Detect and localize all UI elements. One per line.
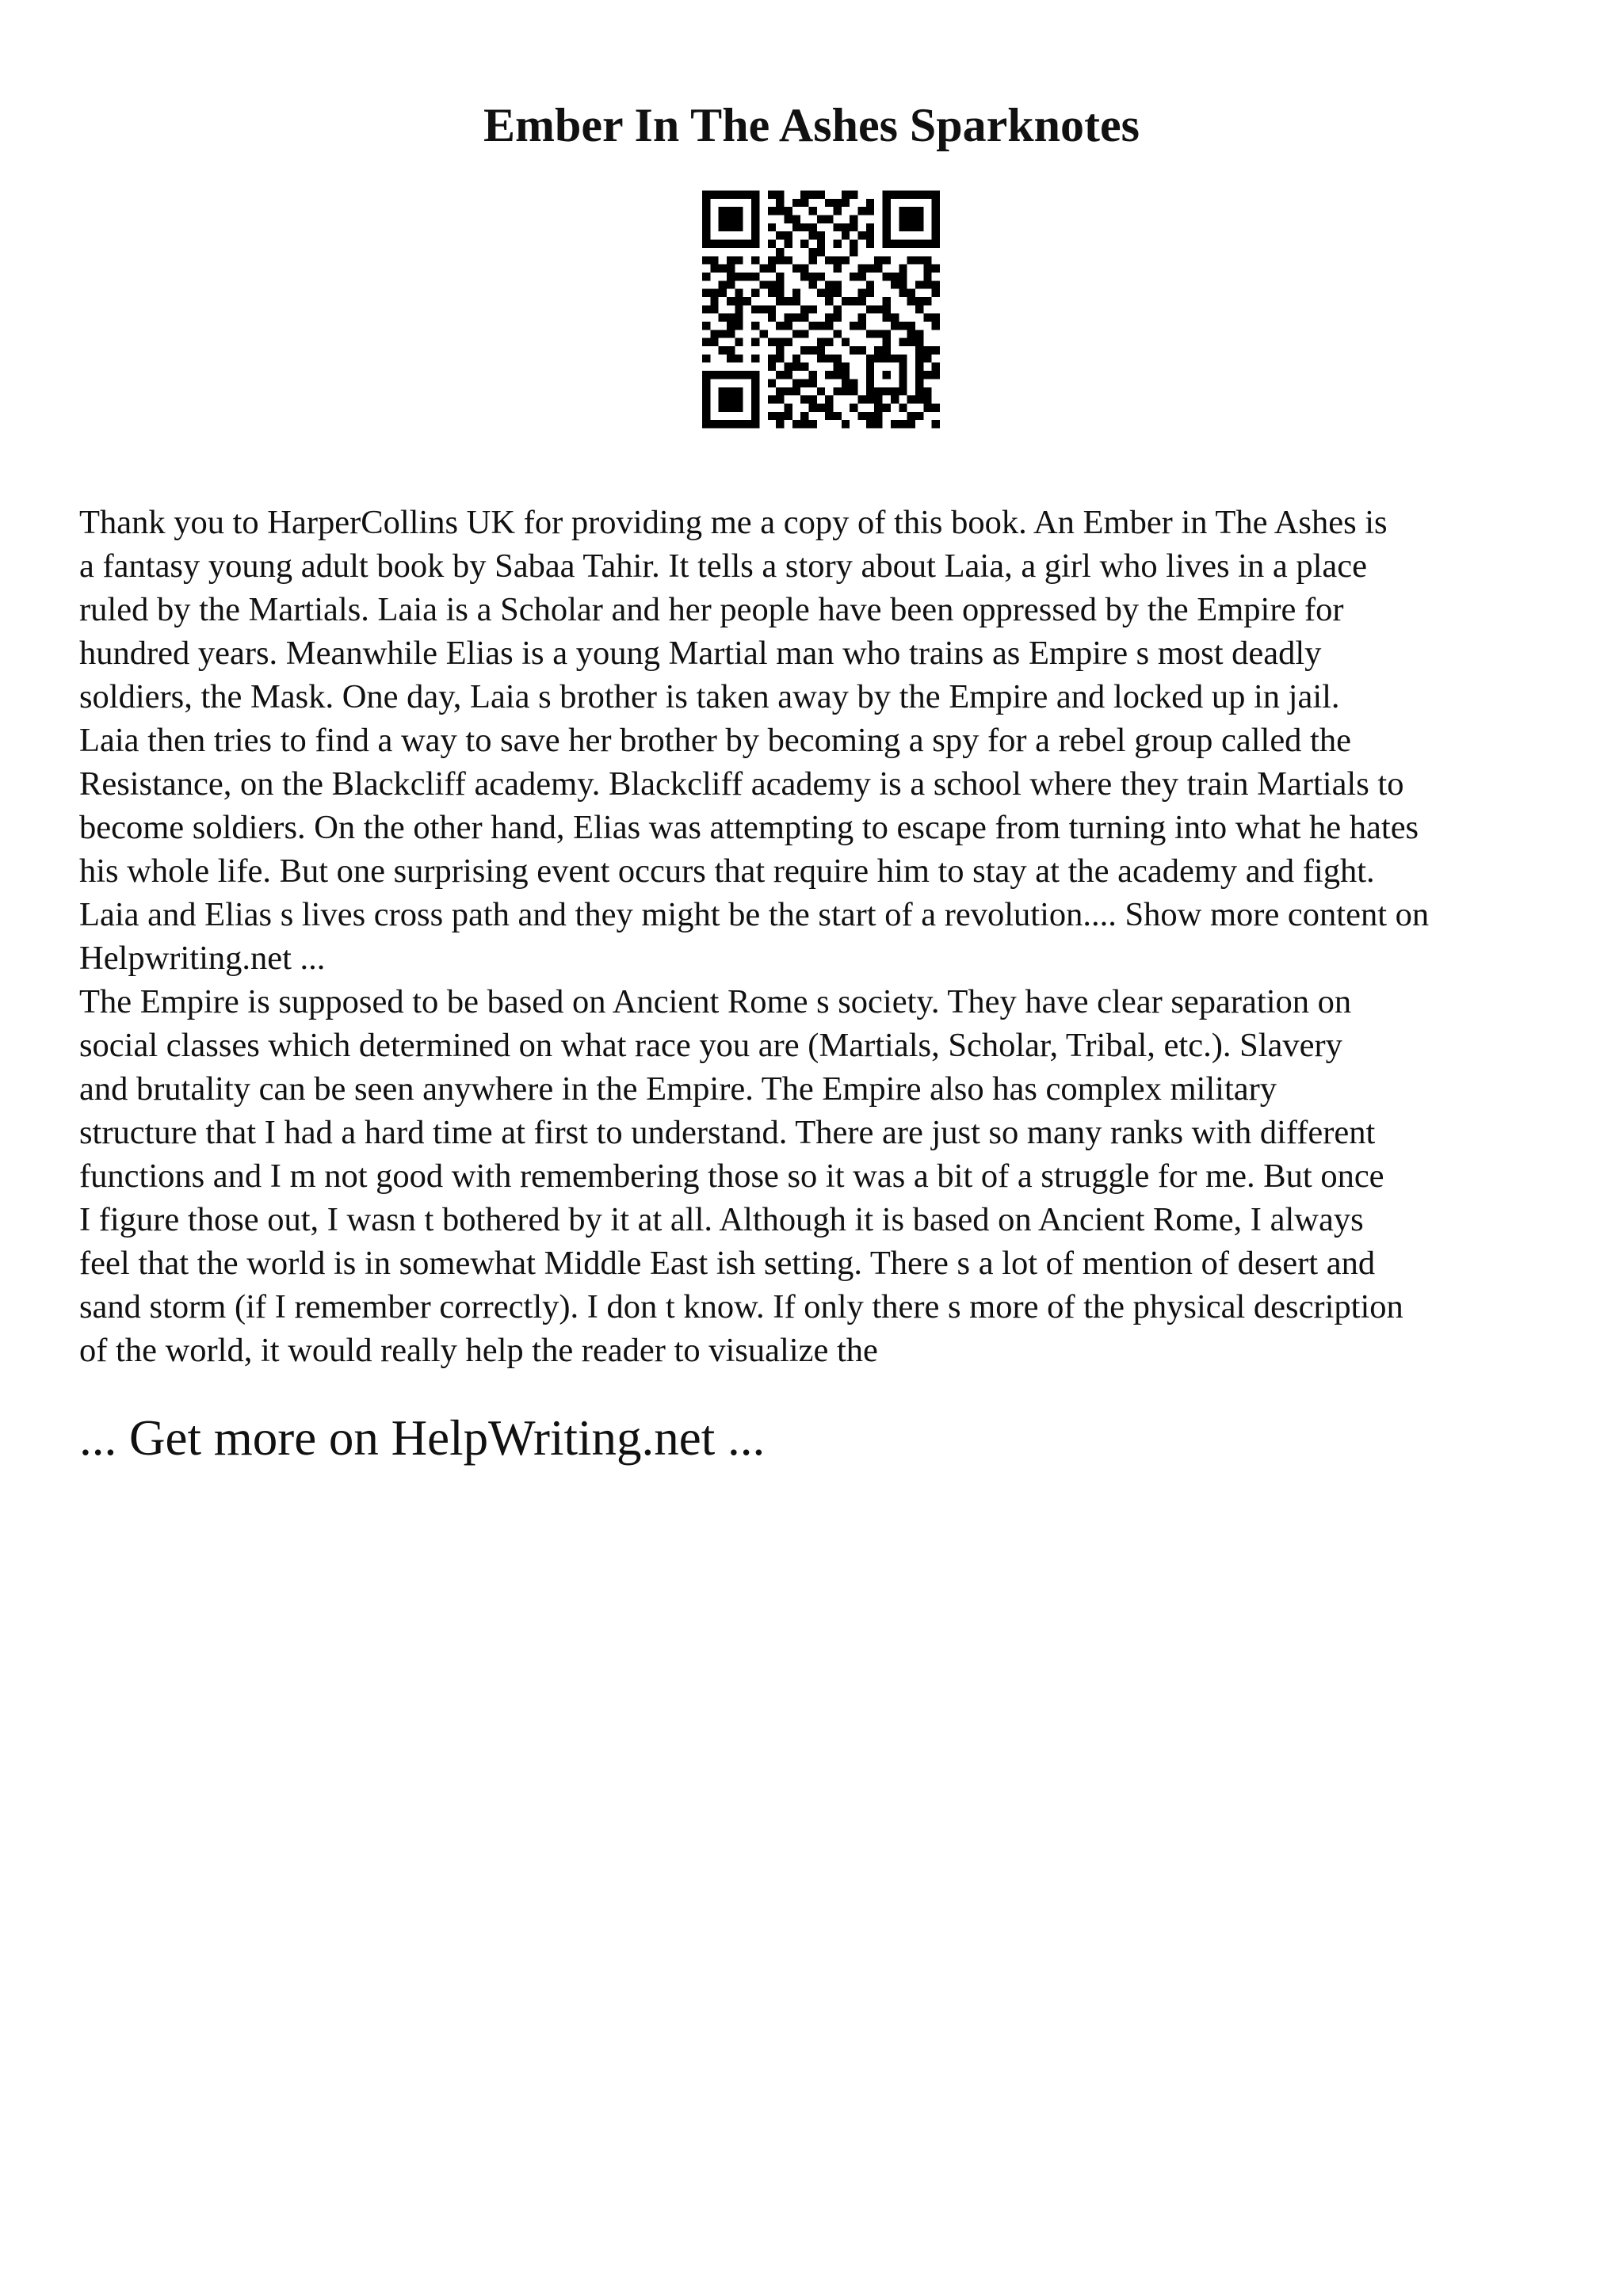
text-line: become soldiers. On the other hand, Elias was attempting to escape from turning into what he hates xyxy=(79,809,1419,846)
text-line: Laia then tries to find a way to save her brother by becoming a spy for a rebel group called the xyxy=(79,722,1351,759)
get-more-link[interactable]: ... Get more on HelpWriting.net ... xyxy=(79,1410,766,1466)
text-line: social classes which determined on what race you are (Martials, Scholar, Tribal, etc.). Slavery xyxy=(79,1027,1342,1064)
text-line: of the world, it would really help the reader to visualize the xyxy=(79,1332,878,1369)
text-line: Helpwriting.net ... xyxy=(79,940,326,977)
paragraph-2 xyxy=(79,980,1569,1372)
text-line: Laia and Elias s lives cross path and they might be the start of a revolution.... Show more content on xyxy=(79,896,1430,933)
text-line: structure that I had a hard time at first to understand. There are just so many ranks with different xyxy=(79,1114,1376,1151)
body-text xyxy=(79,501,1569,1372)
text-line: The Empire is supposed to be based on Ancient Rome s society. They have clear separation on xyxy=(79,983,1352,1020)
text-line: functions and I m not good with remembering those so it was a bit of a struggle for me. But once xyxy=(79,1158,1384,1195)
text-line: I figure those out, I wasn t bothered by it at all. Although it is based on Ancient Rome, I always xyxy=(79,1201,1364,1238)
qr-code-icon xyxy=(702,189,940,430)
text-line: soldiers, the Mask. One day, Laia s brother is taken away by the Empire and locked up in jail. xyxy=(79,678,1340,715)
text-line: hundred years. Meanwhile Elias is a young Martial man who trains as Empire s most deadly xyxy=(79,635,1322,672)
text-line: sand storm (if I remember correctly). I don t know. If only there s more of the physical description xyxy=(79,1288,1403,1325)
text-line: a fantasy young adult book by Sabaa Tahir. It tells a story about Laia, a girl who lives in a place xyxy=(79,547,1367,585)
text-line: his whole life. But one surprising event occurs that require him to stay at the academy and fight. xyxy=(79,852,1375,890)
text-line: ruled by the Martials. Laia is a Scholar and her people have been oppressed by the Empire for xyxy=(79,591,1344,628)
paragraph-1 xyxy=(79,501,1569,980)
text-line: feel that the world is in somewhat Middle East ish setting. There s a lot of mention of desert and xyxy=(79,1245,1376,1282)
text-line: Thank you to HarperCollins UK for providing me a copy of this book. An Ember in The Ashes is xyxy=(79,504,1388,541)
text-line: Resistance, on the Blackcliff academy. Blackcliff academy is a school where they train Martials to xyxy=(79,765,1404,803)
text-line: and brutality can be seen anywhere in the Empire. The Empire also has complex military xyxy=(79,1070,1277,1108)
page-title: Ember In The Ashes Sparknotes xyxy=(483,99,1140,151)
